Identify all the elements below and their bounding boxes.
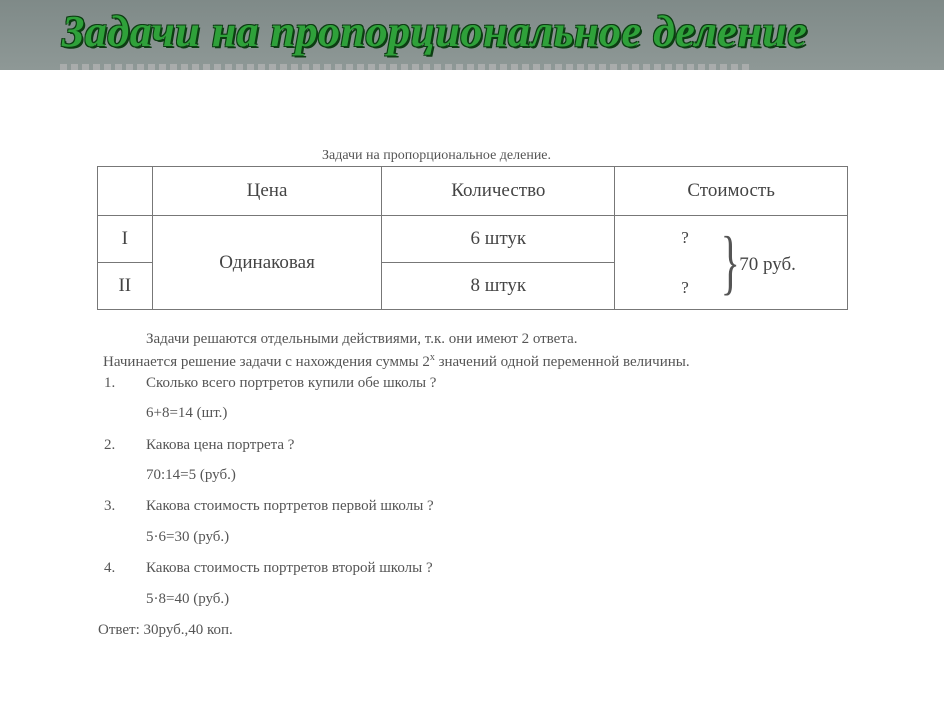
step-number: 3. bbox=[104, 498, 116, 514]
intro-line-1: Задачи решаются отдельными действиями, т.к. они имеют 2 ответа. bbox=[146, 331, 578, 347]
slide-title: Задачи на пропорциональное деление bbox=[62, 7, 808, 56]
step-answer: 5·8=40 (руб.) bbox=[146, 591, 230, 607]
step-number: 4. bbox=[104, 560, 116, 576]
step-answer: 6+8=14 (шт.) bbox=[146, 405, 228, 421]
step-question: Какова стоимость портретов первой школы ? bbox=[146, 498, 434, 514]
table-caption: Задачи на пропорциональное деление. bbox=[322, 148, 552, 163]
step-answer: 70:14=5 (руб.) bbox=[146, 467, 236, 483]
cost-question-1: ? bbox=[681, 228, 689, 247]
quantity-cell: 6 штук bbox=[382, 216, 615, 263]
cost-cell bbox=[615, 216, 848, 310]
title-reflection bbox=[60, 64, 750, 70]
brace-icon: } bbox=[721, 222, 741, 302]
step-question: Какова цена портрета ? bbox=[146, 437, 295, 453]
intro-superscript: х bbox=[429, 352, 435, 363]
step-number: 1. bbox=[104, 375, 116, 391]
table-row bbox=[98, 216, 848, 263]
quantity-cell: 8 штук bbox=[382, 263, 615, 310]
row-number: I bbox=[98, 216, 153, 263]
header-cell-cost: Стоимость bbox=[615, 167, 848, 216]
step-number: 2. bbox=[104, 437, 116, 453]
price-cell: Одинаковая bbox=[152, 216, 382, 310]
proportion-table bbox=[97, 166, 848, 310]
row-number: II bbox=[98, 263, 153, 310]
total-cost: 70 руб. bbox=[739, 254, 796, 275]
header-cell-price: Цена bbox=[152, 167, 382, 216]
intro-line-2 bbox=[103, 352, 690, 371]
header-cell-empty bbox=[98, 167, 153, 216]
table-header-row bbox=[98, 167, 848, 216]
header-cell-quantity: Количество bbox=[382, 167, 615, 216]
step-question: Сколько всего портретов купили обе школы ? bbox=[146, 375, 437, 391]
intro-line-2-tail: значений одной переменной величины. bbox=[434, 354, 690, 370]
intro-line-2-text: Начинается решение задачи с нахождения суммы 2 bbox=[103, 354, 430, 370]
slide-header bbox=[0, 0, 944, 70]
final-answer: Ответ: 30руб.,40 коп. bbox=[98, 622, 233, 638]
step-answer: 5·6=30 (руб.) bbox=[146, 529, 230, 545]
cost-question-2: ? bbox=[681, 278, 689, 297]
step-question: Какова стоимость портретов второй школы ? bbox=[146, 560, 433, 576]
